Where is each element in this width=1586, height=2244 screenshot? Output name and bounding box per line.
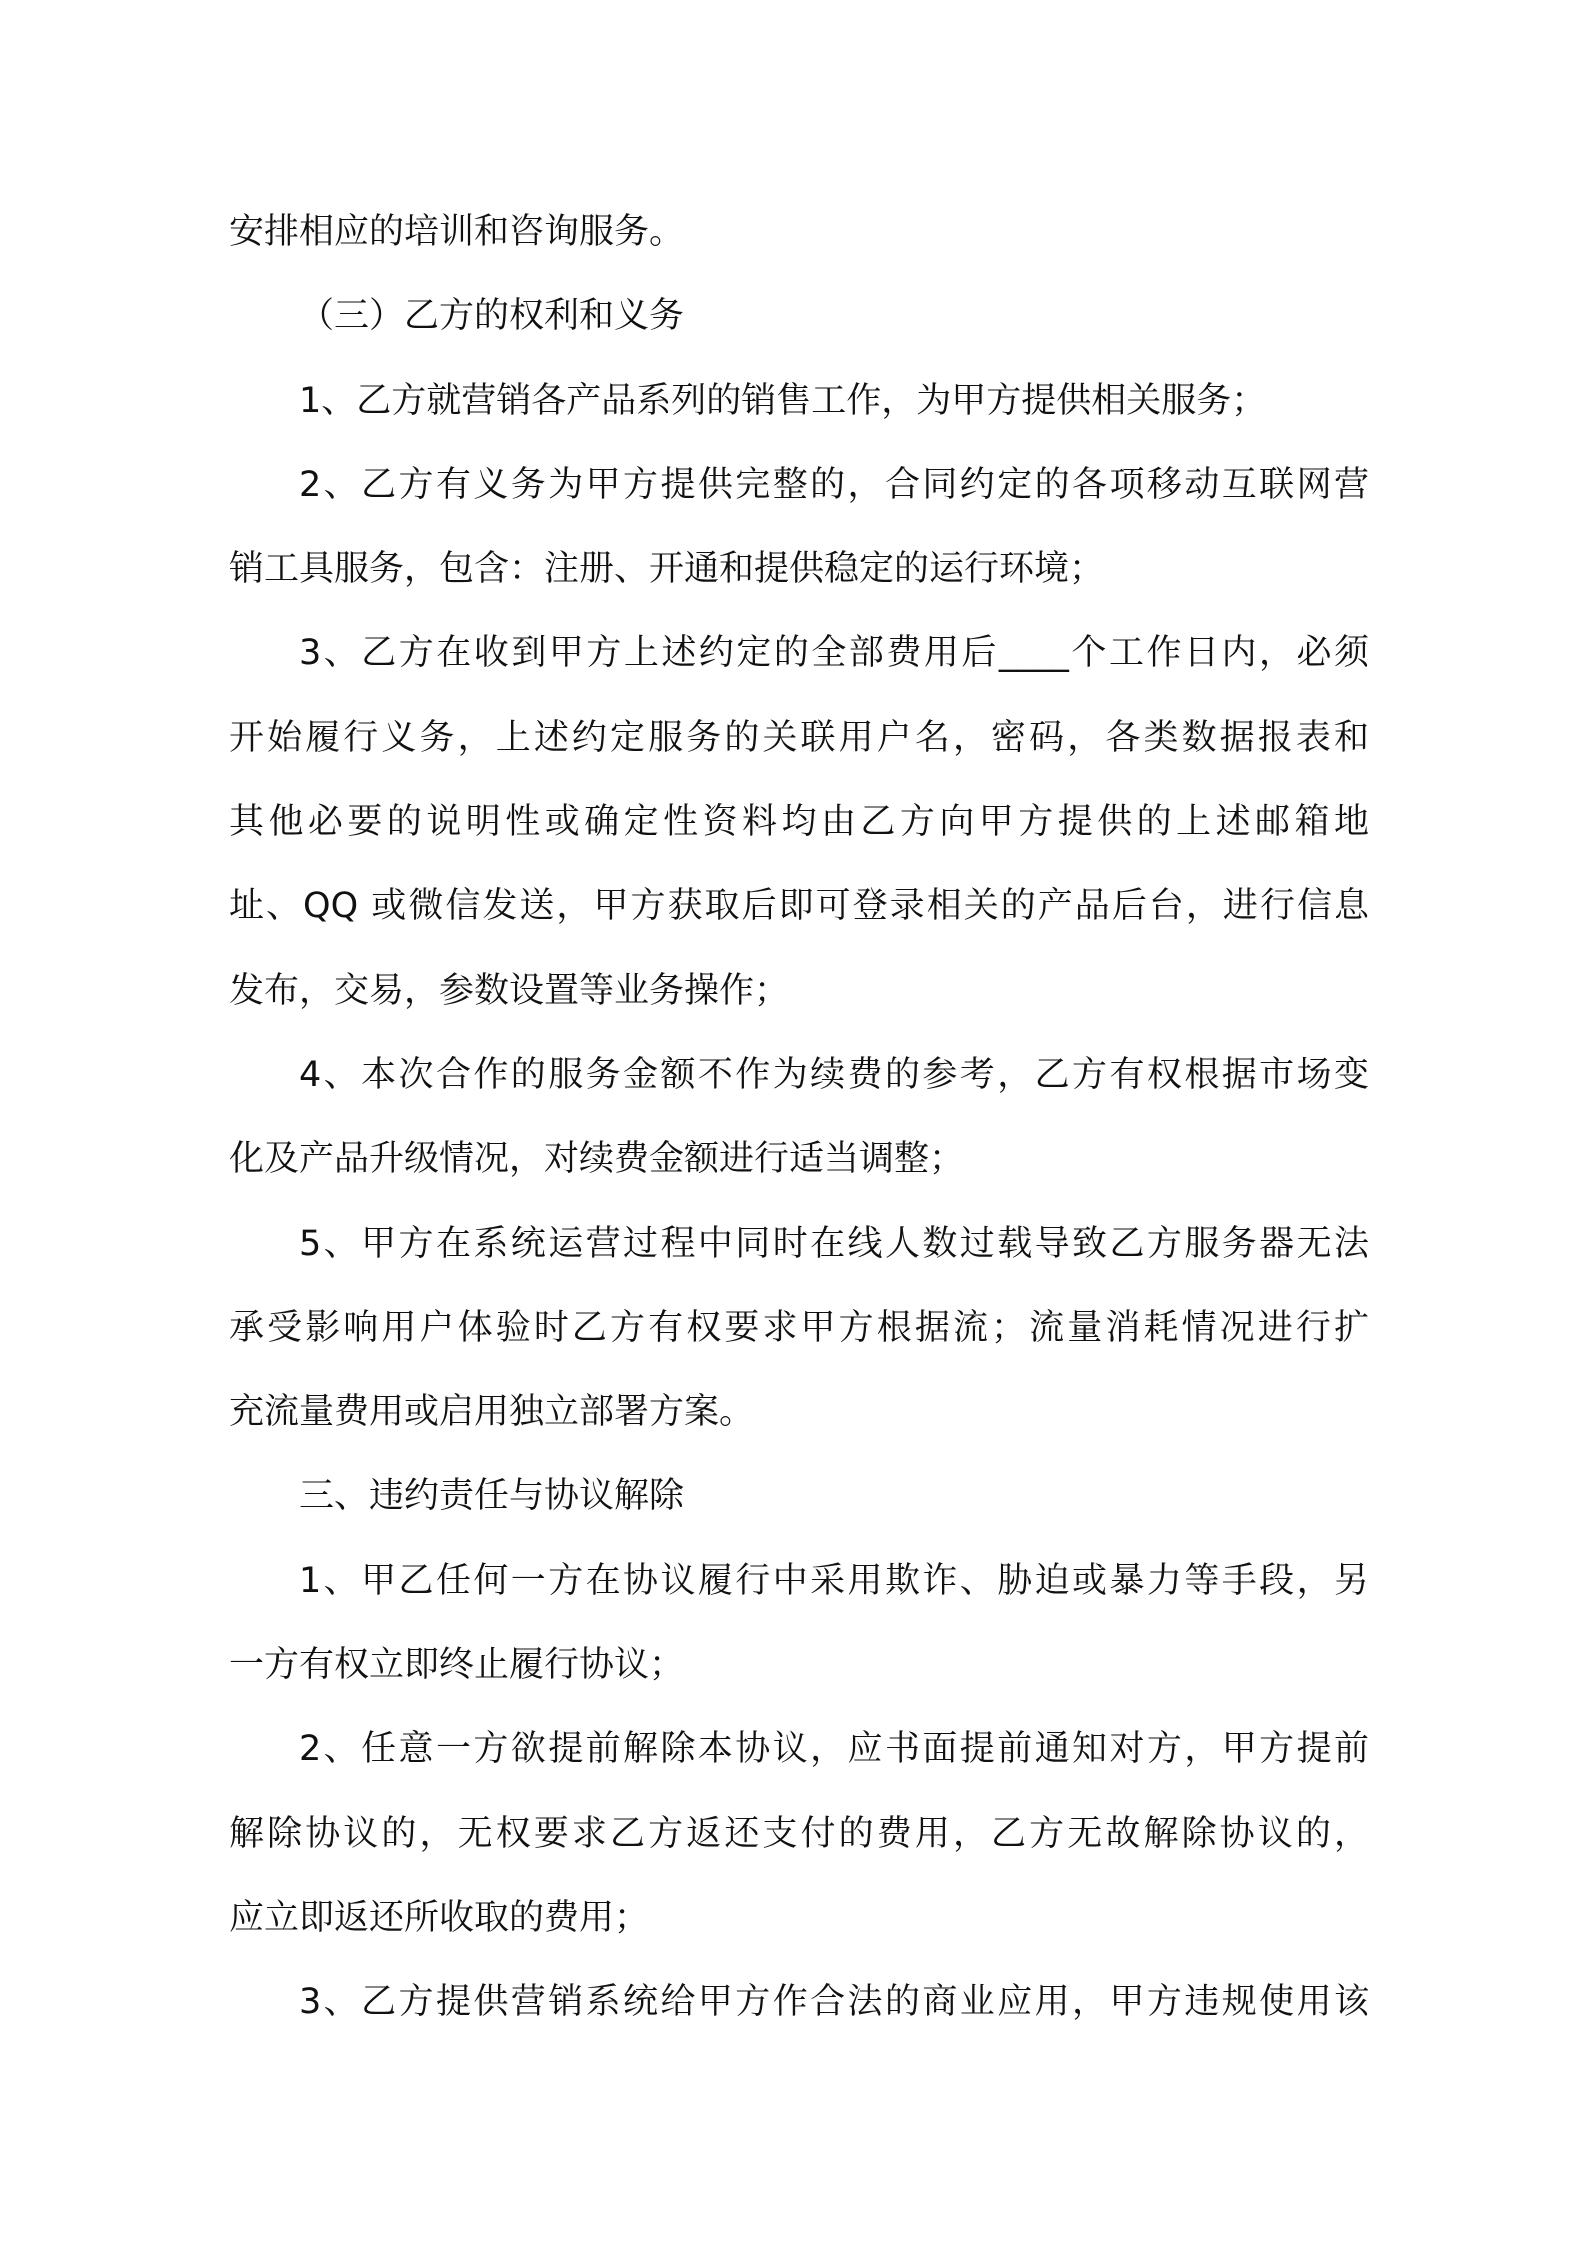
document-body: [229, 190, 1369, 2045]
paragraph-line: 开始履行义务，上述约定服务的关联用户名，密码，各类数据报表和: [229, 717, 1369, 758]
paragraph-line: 充流量费用或启用独立部署方案。: [229, 1392, 755, 1433]
paragraph-line: 发布，交易，参数设置等业务操作；: [229, 970, 790, 1011]
section-heading: 三、违约责任与协议解除: [299, 1476, 685, 1517]
paragraph-line: 化及产品升级情况，对续费金额进行适当调整；: [229, 1139, 965, 1180]
paragraph-line: 址、QQ 或微信发送，甲方获取后即可登录相关的产品后台，进行信息: [229, 886, 1369, 927]
paragraph-line: 承受影响用户体验时乙方有权要求甲方根据流；流量消耗情况进行扩: [229, 1307, 1369, 1348]
paragraph-line: 2、乙方有义务为甲方提供完整的，合同约定的各项移动互联网营: [299, 464, 1369, 505]
paragraph-line: 销工具服务，包含：注册、开通和提供稳定的运行环境；: [229, 549, 1105, 590]
paragraph-line: 其他必要的说明性或确定性资料均由乙方向甲方提供的上述邮箱地: [229, 802, 1369, 843]
paragraph-line: 解除协议的，无权要求乙方返还支付的费用，乙方无故解除协议的，: [229, 1813, 1369, 1854]
paragraph-line: 安排相应的培训和咨询服务。: [229, 212, 685, 252]
section-heading: （三）乙方的权利和义务: [299, 296, 685, 337]
paragraph-line: 4、本次合作的服务金额不作为续费的参考，乙方有权根据市场变: [299, 1054, 1369, 1095]
paragraph-line: 3、乙方提供营销系统给甲方作合法的商业应用，甲方违规使用该: [299, 1982, 1369, 2023]
paragraph-line: 应立即返还所收取的费用；: [229, 1897, 650, 1938]
paragraph-line: 一方有权立即终止履行协议；: [229, 1645, 685, 1686]
paragraph-line: 2、任意一方欲提前解除本协议，应书面提前通知对方，甲方提前: [299, 1729, 1369, 1770]
paragraph-line: 3、乙方在收到甲方上述约定的全部费用后____个工作日内，必须: [299, 633, 1369, 674]
paragraph-line: 1、甲乙任何一方在协议履行中采用欺诈、胁迫或暴力等手段，另: [299, 1560, 1369, 1601]
paragraph-line: 5、甲方在系统运营过程中同时在线人数过载导致乙方服务器无法: [299, 1223, 1369, 1264]
paragraph-line: 1、乙方就营销各产品系列的销售工作，为甲方提供相关服务；: [299, 380, 1267, 421]
